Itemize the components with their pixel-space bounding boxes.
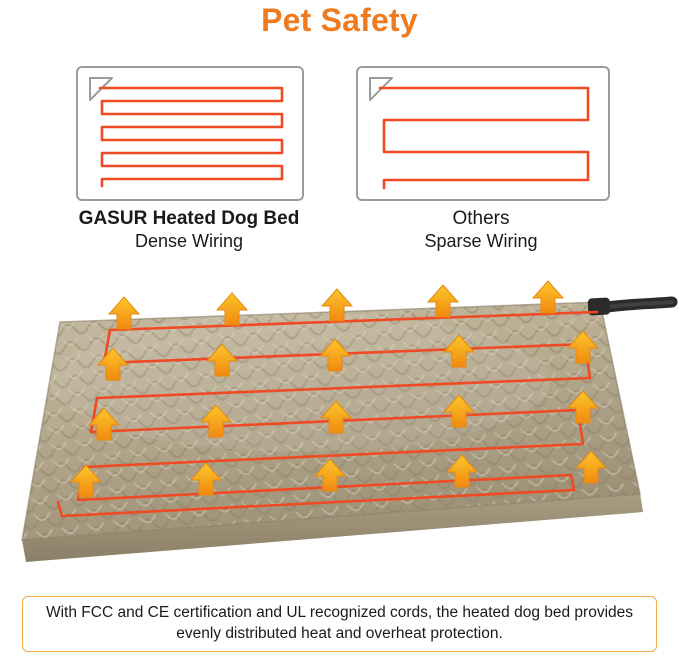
wire-diagram-sparse-icon: [358, 68, 608, 199]
sparse-wiring-panel: [356, 66, 610, 201]
dense-wiring-caption: [46, 208, 332, 252]
wire-diagram-dense-icon: [78, 68, 302, 199]
certification-note-text: With FCC and CE certification and UL recognized cords, the heated dog bed provides evenly distributed heat and overheat protection.: [45, 604, 634, 642]
product-illustration: [0, 262, 679, 592]
dense-wiring-subtitle: Dense Wiring: [134, 230, 244, 251]
heated-pet-mat-illustration: [0, 262, 679, 592]
sparse-wiring-caption: [356, 208, 606, 252]
dense-wiring-panel: [76, 66, 304, 201]
sparse-wiring-subtitle: Sparse Wiring: [424, 230, 538, 251]
certification-note: [22, 596, 657, 652]
page-title: Pet Safety: [261, 2, 418, 38]
sparse-wiring-title: Others: [452, 208, 510, 229]
dense-wiring-title: GASUR Heated Dog Bed: [78, 208, 300, 229]
